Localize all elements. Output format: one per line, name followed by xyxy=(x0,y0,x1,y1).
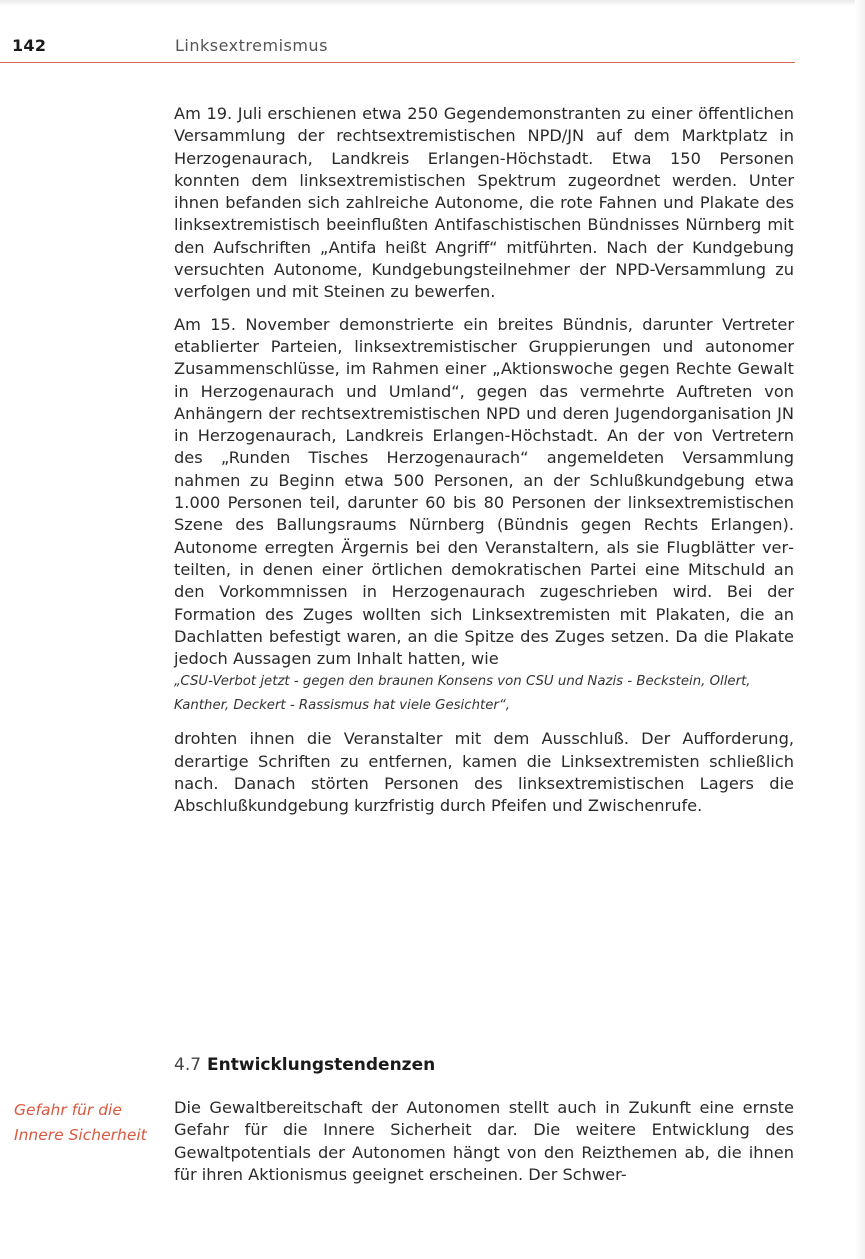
page-top-edge xyxy=(0,0,865,6)
section-title: Entwicklungstendenzen xyxy=(207,1055,436,1075)
margin-note: Gefahr für die Innere Sicherheit xyxy=(14,1101,147,1144)
paragraph-2: Am 15. November demonstrierte ein breites Bündnis, darunter Vertreter etablierter Parteien, linksextremistischer Gruppierungen und autonomer Zusammenschlüsse, im Rahmen einer „Aktionswoche gegen Rechte Gewalt in Herzogenaurach und Umland“, gegen das vermehrte Auftreten von Anhängern der rechtsextremistischen NPD und deren Jugendorganisation JN in Herzogenaurach, Landkreis Erlangen-Höchstadt. An der von Vertretern des „Runden Tisches Herzogenaurach“ angemeldeten Versammlung nahmen zu Beginn etwa 500 Personen, an der Schlußkundgebung etwa 1.000 Personen teil, darunter 60 bis 80 Personen der linksextremistischen Szene des Ballungsraums Nürnberg (Bündnis gegen Rechts Erlangen). Autonome erregten Ärgernis bei den Veranstaltern, als sie Flugblätter verteilten, in denen einer örtlichen demokratischen Partei eine Mitschuld an den Vorkommnissen in Herzogenaurach zugeschrieben wird. Bei der Formation des Zuges wollten sich Linksextremisten mit Plakaten, die an Dachlatten befestigt waren, an die Spitze des Zuges setzen. Da die Plakate jedoch Aussagen zum Inhalt hatten, wie xyxy=(174,314,794,669)
page-right-edge xyxy=(855,0,865,1259)
running-title: Linksextremismus xyxy=(175,36,328,55)
section-heading xyxy=(174,1055,435,1075)
paragraph-1: Am 19. Juli erschienen etwa 250 Gegendemonstranten zu einer öffentlichen Versammlung der rechtsextremistischen NPD/JN auf dem Marktplatz in Herzogenaurach, Landkreis Erlangen-Höchstadt. Etwa 150 Personen konnten dem linksextremistischen Spektrum zugeordnet werden. Unter ihnen befanden sich zahlreiche Autonome, die rote Fahnen und Plakate des linksextremistisch beeinflußten Antifaschistischen Bündnisses Nürnberg mit den Aufschriften „Antifa heißt Angriff“ mitführten. Nach der Kundgebung versuchten Autonome, Kundgebungsteilnehmer der NPD-Versammlung zu verfolgen und mit Steinen zu bewerfen. xyxy=(174,104,794,302)
paragraph-3: drohten ihnen die Veranstalter mit dem Ausschluß. Der Aufforderung, derartige Schriften zu entfernen, kamen die Linksextremisten schließlich nach. Danach störten Personen des linksextremistischen Lagers die Abschlußkundgebung kurzfristig durch Pfeifen und Zwischenrufe. xyxy=(174,729,794,816)
section-paragraph: Die Gewaltbereitschaft der Autonomen stellt auch in Zukunft eine ernste Gefahr für die Innere Sicherheit dar. Die weitere Entwicklung des Gewaltpotentials der Autonomen hängt von den Reizthemen ab, die ihnen für ihren Aktionismus geeignet erscheinen. Der Schwer- xyxy=(174,1098,794,1184)
section-number: 4.7 xyxy=(174,1055,202,1075)
page-number: 142 xyxy=(12,36,47,55)
banner-quote: „CSU-Verbot jetzt - gegen den braunen Konsens von CSU und Nazis - Beckstein, Ollert, Kanther, Deckert - Rassismus hat viele Gesichter“, xyxy=(174,674,751,714)
header-rule xyxy=(0,62,795,63)
body-text xyxy=(174,103,794,828)
